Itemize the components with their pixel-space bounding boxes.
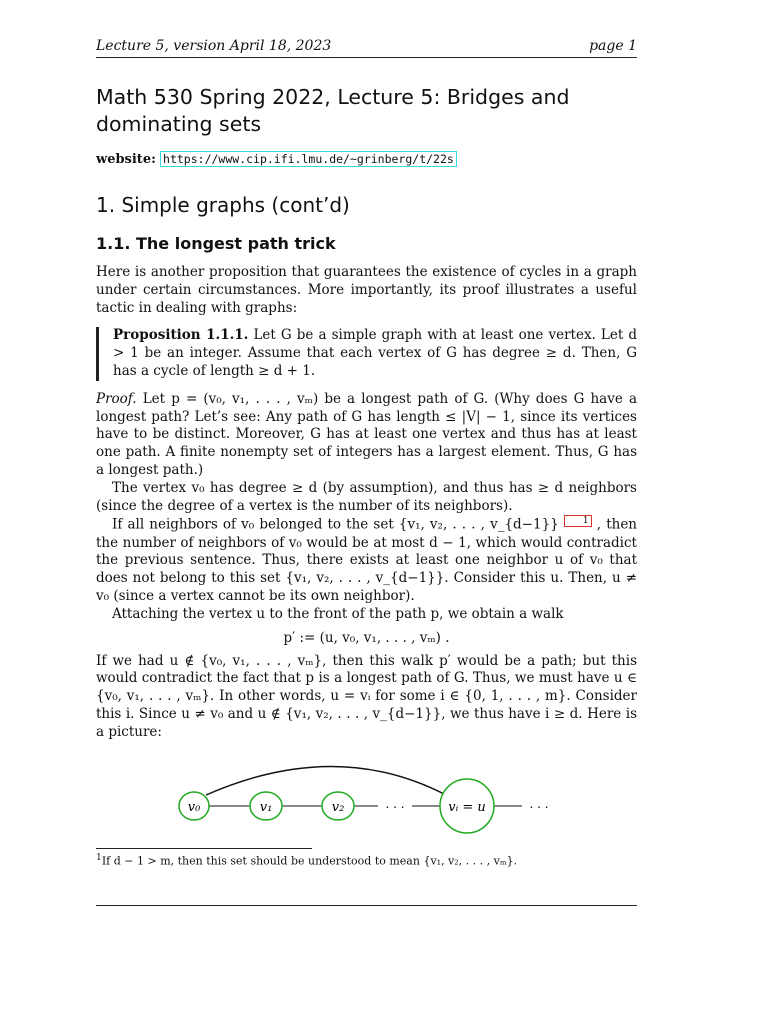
page-bottom-rule — [96, 905, 637, 906]
header-page-number: page 1 — [589, 38, 637, 54]
ellipsis-1: . . . — [385, 796, 405, 811]
label-v2: v₂ — [331, 799, 345, 815]
lecture-title: Math 530 Spring 2022, Lecture 5: Bridges and dominating sets — [96, 85, 570, 136]
footnote-rule — [96, 848, 312, 849]
website-link[interactable]: https://www.cip.ifi.lmu.de/~grinberg/t/22s — [160, 151, 457, 167]
proof-paragraph-1 — [96, 391, 637, 480]
website-line — [96, 152, 637, 167]
edge-u-v0 — [206, 766, 446, 795]
subsection-heading: 1.1. The longest path trick — [96, 234, 336, 253]
footnote-number: 1 — [96, 851, 102, 863]
proof-paragraph-3 — [96, 515, 637, 605]
label-vi: vᵢ = u — [448, 799, 486, 815]
path-figure — [96, 748, 637, 848]
footnote-text: If d − 1 > m, then this set should be understood to mean {v₁, v₂, . . . , vₘ}. — [101, 854, 518, 868]
running-header — [96, 38, 637, 58]
label-v0: v₀ — [187, 799, 201, 815]
footnote-link[interactable]: 1 — [564, 515, 592, 527]
path-diagram — [96, 748, 637, 838]
proof-paragraph-2: The vertex v₀ has degree ≥ d (by assumption), and thus has ≥ d neighbors (since the degree of a vertex is the number of its neighbors). — [96, 479, 637, 514]
intro-paragraph: Here is another proposition that guarantees the existence of cycles in a graph under certain circumstances. More importantly, its proof illustrates a useful tactic in dealing with graphs: — [96, 264, 637, 316]
header-left: Lecture 5, version April 18, 2023 — [96, 38, 332, 54]
proof-paragraph-5: If we had u ∉ {v₀, v₁, . . . , vₘ}, then this walk p′ would be a path; but this would contradict the fact that p is a longest path of G. Thus, we must have u ∈ {v₀, v₁, . . . , vₘ}. In other words, u = vᵢ for some i ∈ {0, 1, . . . , m}. Consider this i. Since u ≠ v₀ and u ∉ {v₁, v₂, . . . , v_{d−1}}, we thus have i ≥ d. Here is a picture: — [96, 652, 637, 740]
label-v1: v₁ — [259, 799, 273, 815]
proposition-text: Let G be a simple graph with at least one vertex. Let d > 1 be an integer. Assume that each vertex of G has degree ≥ d. Then, G has a cycle of length ≥ d + 1. — [113, 327, 637, 379]
proposition-block — [96, 327, 637, 380]
footnote — [96, 852, 637, 868]
proof-text-1: Let p = (v₀, v₁, . . . , vₘ) be a longest path of G. (Why does G have a longest path? Let’s see: Any path of G has length ≤ |V| − 1, since its vertices have to be distinct. Moreover, G has at least one vertex and thus has at least one path. A finite nonempty set of integers has a largest element. Thus, G has a longest path.) — [96, 390, 637, 478]
section-heading: 1. Simple graphs (cont’d) — [96, 193, 350, 217]
document-page — [96, 38, 637, 867]
proof-text-3a: If all neighbors of v₀ belonged to the set {v₁, v₂, . . . , v_{d−1}} — [112, 516, 559, 533]
proposition-label: Proposition 1.1.1. — [113, 327, 249, 344]
website-label: website: — [96, 152, 156, 167]
ellipsis-2: . . . — [529, 796, 549, 811]
proof-label: Proof. — [96, 390, 137, 407]
display-equation: p′ := (u, v₀, v₁, . . . , vₘ) . — [283, 629, 450, 646]
proof-paragraph-4: Attaching the vertex u to the front of the path p, we obtain a walk — [112, 605, 564, 622]
proof-text-3b: , then the number of neighbors of v₀ would be at most d − 1, which would contradict the previous sentence. Thus, there exists at least one neighbor u of v₀ that does not belong to this set {v₁, v₂, . . . , v_{d−1}}. Consider this u. Then, u ≠ v₀ (since a vertex cannot be its own neighbor). — [96, 516, 638, 605]
